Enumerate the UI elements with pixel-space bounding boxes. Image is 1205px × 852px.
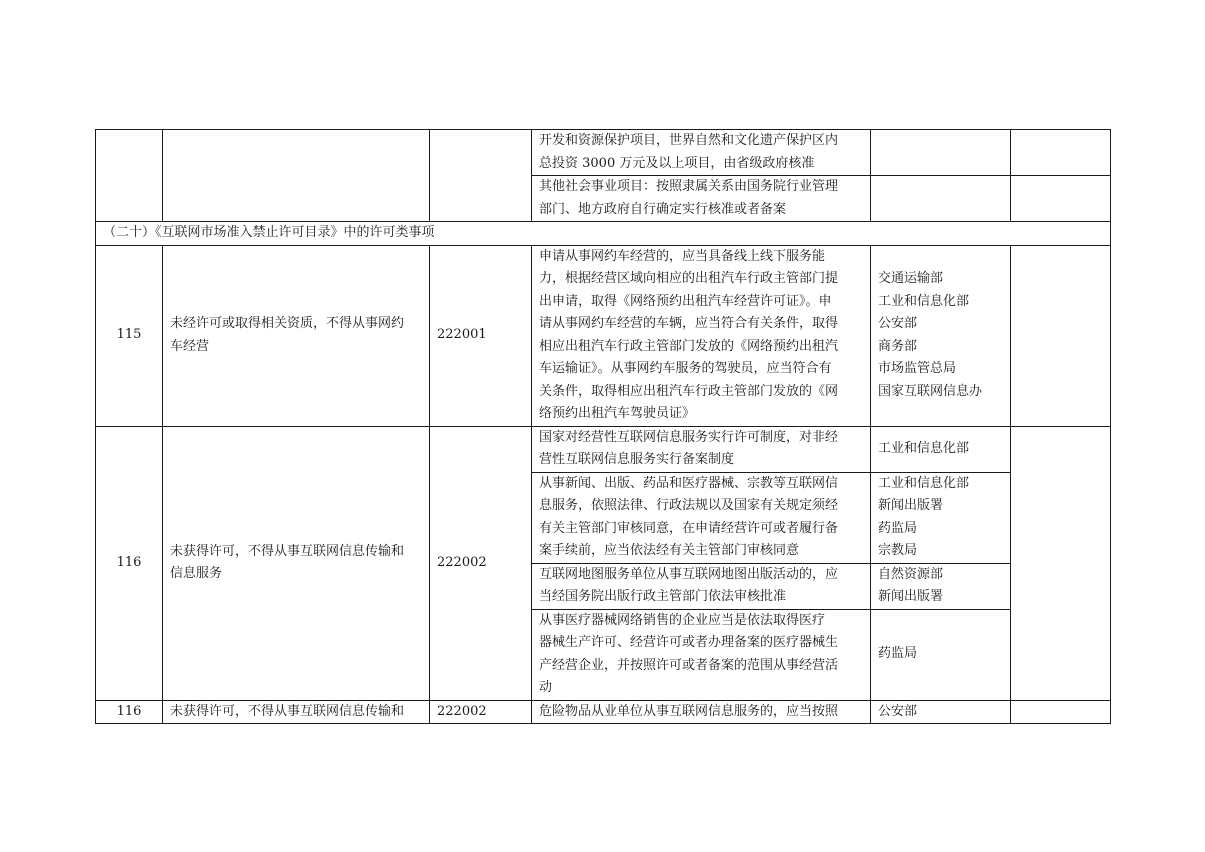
table-row-116: [96, 426, 1111, 472]
section-header: （二十）《互联网市场准入禁止许可目录》中的许可类事项: [96, 222, 1111, 246]
cell-remarks: [1011, 426, 1111, 700]
cell-requirement: 开发和资源保护项目，世界自然和文化遗产保护区内 总投资 3000 万元及以上项目，由省级政府核准: [532, 130, 871, 176]
cell-number: 115: [96, 245, 163, 426]
cell-item-name: 未经许可或取得相关资质，不得从事网约 车经营: [163, 245, 430, 426]
cell-departments: [871, 176, 1011, 222]
table-row-116-continued: [96, 700, 1111, 724]
cell-requirement: 互联网地图服务单位从事互联网地图出版活动的，应 当经国务院出版行政主管部门依法审核批准: [532, 563, 871, 609]
cell-number: [96, 130, 163, 222]
cell-requirement: 从事医疗器械网络销售的企业应当是依法取得医疗 器械生产许可、经营许可或者办理备案的医疗器械生 产经营企业，并按照许可或者备案的范围从事经营活 动: [532, 609, 871, 700]
cell-item-name: 未获得许可，不得从事互联网信息传输和: [163, 700, 430, 724]
cell-requirement: 国家对经营性互联网信息服务实行许可制度，对非经 营性互联网信息服务实行备案制度: [532, 426, 871, 472]
section-header-row: [96, 222, 1111, 246]
cell-remarks: [1011, 176, 1111, 222]
cell-number: 116: [96, 426, 163, 700]
cell-departments: [871, 130, 1011, 176]
cell-remarks: [1011, 130, 1111, 176]
cell-remarks: [1011, 245, 1111, 426]
cell-remarks: [1011, 700, 1111, 724]
cell-departments: 药监局: [871, 609, 1011, 700]
cell-code: 222001: [430, 245, 532, 426]
cell-departments: 工业和信息化部 新闻出版署 药监局 宗教局: [871, 472, 1011, 563]
cell-departments: 自然资源部 新闻出版署: [871, 563, 1011, 609]
cell-requirement: 申请从事网约车经营的，应当具备线上线下服务能 力，根据经营区域向相应的出租汽车行政主管部门提 出申请，取得《网络预约出租汽车经营许可证》。申 请从事网约车经营的车辆，应当符合有关条件，取得 相应出租汽车行政主管部门发放的《网络预约出租汽 车运输证》。从事网约车服务的驾驶员，应当符合有 关条件，取得相应出租汽车行政主管部门发放的《网 络预约出租汽车驾驶员证》: [532, 245, 871, 426]
cell-requirement: 危险物品从业单位从事互联网信息服务的，应当按照: [532, 700, 871, 724]
cell-code: [430, 130, 532, 222]
cell-code: 222002: [430, 700, 532, 724]
table-row: [96, 130, 1111, 176]
table-row-115: [96, 245, 1111, 426]
cell-departments: 工业和信息化部: [871, 426, 1011, 472]
cell-code: 222002: [430, 426, 532, 700]
cell-departments: 公安部: [871, 700, 1011, 724]
cell-number: 116: [96, 700, 163, 724]
cell-item-name: 未获得许可，不得从事互联网信息传输和 信息服务: [163, 426, 430, 700]
cell-requirement: 其他社会事业项目：按照隶属关系由国务院行业管理 部门、地方政府自行确定实行核准或者备案: [532, 176, 871, 222]
permit-list-table: [95, 129, 1111, 724]
cell-requirement: 从事新闻、出版、药品和医疗器械、宗教等互联网信 息服务，依照法律、行政法规以及国家有关规定须经 有关主管部门审核同意，在申请经营许可或者履行备 案手续前，应当依法经有关主管部门审核同意: [532, 472, 871, 563]
cell-departments: 交通运输部 工业和信息化部 公安部 商务部 市场监管总局 国家互联网信息办: [871, 245, 1011, 426]
cell-item-name: [163, 130, 430, 222]
